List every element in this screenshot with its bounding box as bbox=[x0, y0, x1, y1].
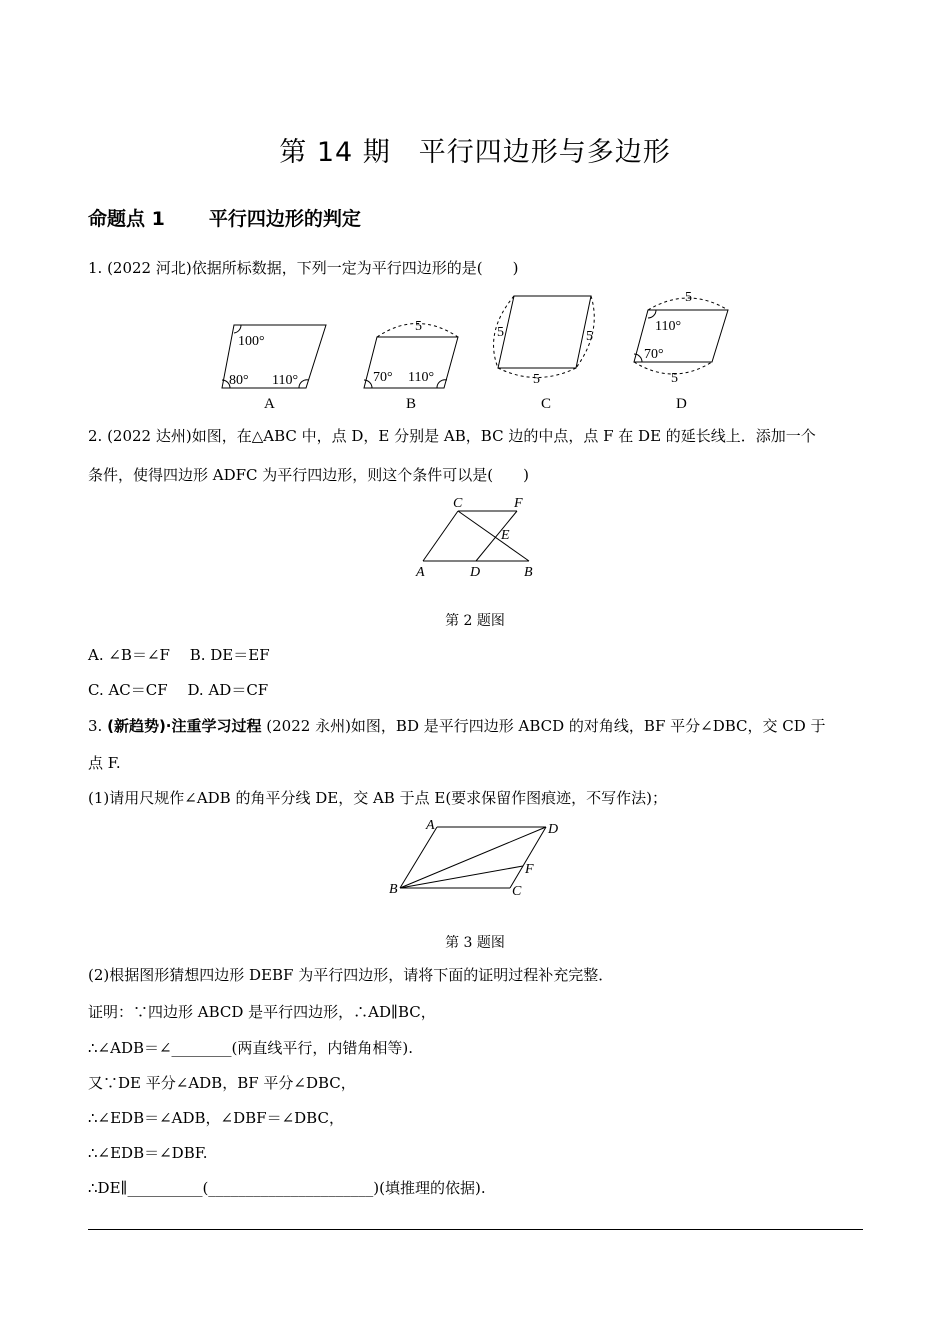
q3-proof-line-4: ∴∠EDB＝∠ADB，∠DBF＝∠DBC， bbox=[88, 1109, 344, 1127]
q2-point-d: D bbox=[470, 565, 481, 580]
q2-point-e: E bbox=[501, 528, 510, 543]
q3-part1: (1)请用尺规作∠ADB 的角平分线 DE，交 AB 于点 E(要求保留作图痕迹，不写作法)； bbox=[88, 789, 668, 807]
q3-line1 bbox=[88, 716, 826, 736]
q3-tag: (新趋势)·注重学习过程 bbox=[107, 717, 262, 735]
q2-point-b: B bbox=[524, 565, 533, 580]
q2-point-a: A bbox=[416, 565, 425, 580]
q3-proof-line-5: ∴∠EDB＝∠DBF. bbox=[88, 1144, 208, 1162]
q1-d-label: D bbox=[676, 396, 687, 412]
q1-d-side-bottom: 5 bbox=[671, 371, 678, 386]
q1-b-side-top: 5 bbox=[415, 319, 422, 334]
q2-line1: 2. (2022 达州)如图，在△ABC 中，点 D，E 分别是 AB，BC 边的中点，点 F 在 DE 的延长线上．添加一个 bbox=[88, 427, 816, 445]
q3-proof-line-1: 证明：∵四边形 ABCD 是平行四边形，∴AD∥BC， bbox=[88, 1003, 436, 1021]
q2-options-ab: A. ∠B＝∠F B. DE＝EF bbox=[88, 646, 270, 664]
q1-figure-c bbox=[494, 296, 595, 378]
q1-figure bbox=[210, 288, 750, 416]
q2-point-f: F bbox=[514, 496, 523, 511]
q2-options-cd: C. AC＝CF D. AD＝CF bbox=[88, 681, 269, 699]
q1-d-angle-ml: 70° bbox=[644, 347, 664, 362]
q3-caption: 第 3 题图 bbox=[445, 935, 505, 951]
q3-point-b: B bbox=[389, 882, 398, 897]
section-label: 命题点 1 bbox=[88, 208, 165, 230]
footer-rule bbox=[88, 1229, 863, 1230]
q1-a-angle-top: 100° bbox=[238, 334, 265, 349]
q1-c-side-bottom: 5 bbox=[533, 372, 540, 387]
q1-c-side-right: 5 bbox=[586, 329, 593, 344]
q3-proof-line-2: ∴∠ADB＝∠________(两直线平行，内错角相等). bbox=[88, 1039, 414, 1057]
q1-text: 1. (2022 河北)依据所标数据，下列一定为平行四边形的是( ) bbox=[88, 259, 519, 277]
q1-a-label: A bbox=[264, 396, 275, 412]
q2-point-c: C bbox=[453, 496, 463, 511]
q1-a-angle-bl: 80° bbox=[229, 373, 249, 388]
q2-line2: 条件，使得四边形 ADFC 为平行四边形，则这个条件可以是( ) bbox=[88, 466, 529, 484]
q3-number: 3. bbox=[88, 717, 108, 735]
q1-b-angle-bl: 70° bbox=[373, 370, 393, 385]
page-title: 第 14 期 平行四边形与多边形 bbox=[279, 137, 671, 168]
q2-figure bbox=[410, 492, 545, 582]
q1-figure-d bbox=[634, 298, 728, 374]
q3-line2: 点 F. bbox=[88, 754, 121, 772]
section-heading bbox=[88, 204, 361, 231]
q3-point-d: D bbox=[548, 822, 559, 837]
q3-figure bbox=[385, 812, 565, 902]
q1-a-angle-br: 110° bbox=[272, 373, 299, 388]
q1-c-side-left: 5 bbox=[497, 325, 504, 340]
q2-caption: 第 2 题图 bbox=[445, 613, 505, 629]
q1-c-label: C bbox=[541, 396, 552, 412]
q1-d-angle-tl: 110° bbox=[655, 319, 682, 334]
section-name: 平行四边形的判定 bbox=[208, 208, 361, 230]
q3-line1-rest: (2022 永州)如图，BD 是平行四边形 ABCD 的对角线，BF 平分∠DBC，交 CD 于 bbox=[261, 717, 826, 735]
q1-b-angle-br: 110° bbox=[408, 370, 435, 385]
q1-d-side-top: 5 bbox=[685, 290, 692, 305]
q1-b-label: B bbox=[406, 396, 417, 412]
q3-point-a: A bbox=[426, 818, 435, 833]
q3-proof-line-3: 又∵DE 平分∠ADB，BF 平分∠DBC， bbox=[88, 1074, 356, 1092]
q3-part2: (2)根据图形猜想四边形 DEBF 为平行四边形，请将下面的证明过程补充完整． bbox=[88, 966, 614, 984]
q3-point-c: C bbox=[512, 884, 522, 899]
q3-point-f: F bbox=[525, 862, 534, 877]
q3-proof-line-6: ∴DE∥__________(______________________)(填推理的依据). bbox=[88, 1179, 486, 1197]
